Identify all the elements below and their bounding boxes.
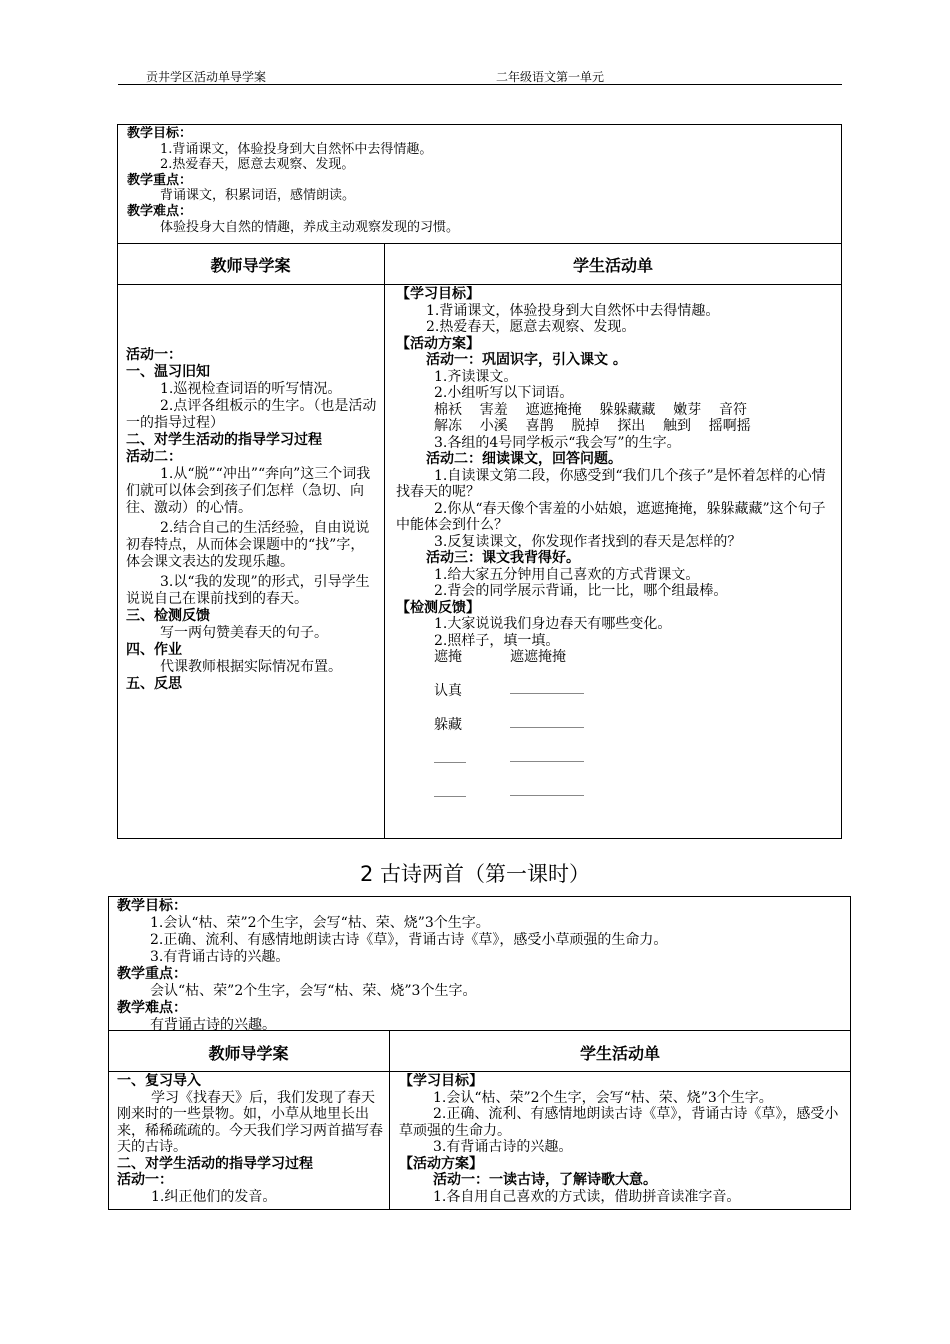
activity-title: 活动一：一读古诗，了解诗歌大意。	[433, 1172, 657, 1188]
fill-in-exercise	[396, 649, 837, 802]
activity-step: 3.各组的4号同学板示“我会写”的生字。	[434, 434, 681, 451]
teacher-step: 写一两句赞美春天的句子。	[160, 625, 328, 641]
example-word: 遮掩	[434, 649, 462, 665]
key-text: 背诵课文，积累词语，感情朗读。	[160, 188, 356, 204]
difficulty-label: 教学难点：	[117, 1000, 187, 1016]
activity-label: 活动二：	[126, 449, 182, 465]
plan-label: 【活动方案】	[396, 335, 480, 352]
objective-item: 3.有背诵古诗的兴趣。	[150, 949, 290, 965]
answer-blank[interactable]	[434, 752, 466, 763]
teacher-step: 学习《找春天》后，我们发现了春天刚来时的一些景物。如，小草从地里长出来，稀稀疏疏的。今天我们学习两首描写春天的古诗。	[117, 1089, 383, 1155]
key-text: 会认“枯、荣”2个生字，会写“枯、荣、烧”3个生字。	[150, 983, 477, 999]
goal-item: 1.会认“枯、荣”2个生字，会写“枯、荣、烧”3个生字。	[433, 1089, 773, 1106]
goal-item: 2.热爱春天，愿意去观察、发现。	[426, 319, 636, 335]
answer-blank[interactable]	[510, 683, 584, 694]
col-teacher-heading: 教师导学案	[210, 256, 291, 275]
lesson1-student-column	[396, 286, 837, 802]
activity-title: 活动三：课文我背得好。	[426, 550, 580, 566]
lesson2-teacher-column	[117, 1073, 384, 1205]
activity-label: 活动一：	[126, 347, 182, 363]
difficulty-text: 有背诵古诗的兴趣。	[150, 1017, 276, 1033]
difficulty-text: 体验投身大自然的情趣，养成主动观察发现的习惯。	[160, 219, 460, 235]
lesson2-title: 2 古诗两首（第一课时）	[359, 862, 591, 886]
difficulty-label: 教学难点：	[127, 203, 193, 219]
teacher-step: 代课教师根据实际情况布置。	[160, 659, 342, 675]
section-heading: 二、对学生活动的指导学习过程	[126, 432, 322, 448]
goal-item: 2.正确、流利、有感情地朗读古诗《草》，背诵古诗《草》，感受小草顽强的生命力。	[399, 1106, 839, 1139]
lesson1-teacher-column	[126, 347, 378, 693]
header-rule	[118, 84, 842, 85]
header-left: 贡井学区活动单导学案	[146, 70, 267, 84]
lesson1-divider-mid	[117, 284, 842, 285]
objective-item: 2.热爱春天，愿意去观察、发现。	[160, 157, 355, 173]
goal-item: 3.有背诵古诗的兴趣。	[433, 1139, 573, 1155]
check-item: 2.照样子，填一填。	[434, 632, 560, 649]
section-heading: 四、作业	[126, 642, 182, 658]
exercise-word: 躲藏	[434, 717, 462, 733]
example-answer: 遮遮掩掩	[510, 649, 566, 665]
key-label: 教学重点：	[117, 966, 187, 982]
section-heading: 三、检测反馈	[126, 608, 210, 624]
teacher-step: 3.以“我的发现”的形式，引导学生说说自己在课前找到的春天。	[126, 574, 370, 607]
teacher-step: 2.点评各组板示的生字。（也是活动一的指导过程）	[126, 398, 377, 431]
word-list: 棉袄 害羞 遮遮掩掩 躲躲藏藏 嫩芽 音符	[434, 401, 748, 418]
activity-step: 2.小组听写以下词语。	[434, 385, 574, 401]
col-student-heading: 学生活动单	[572, 256, 653, 275]
objective-item: 2.正确、流利、有感情地朗读古诗《草》，背诵古诗《草》，感受小草顽强的生命力。	[150, 932, 668, 948]
lesson2-objectives-block	[117, 898, 847, 1034]
lesson1-objectives-block	[127, 126, 837, 235]
activity-label: 活动一：	[117, 1172, 173, 1188]
word-list: 解冻 小溪 喜鹊 脱掉 探出 触到 摇啊摇	[434, 418, 751, 434]
col-student-heading: 学生活动单	[579, 1044, 660, 1063]
exercise-word: 认真	[434, 683, 462, 699]
activity-title: 活动二：细读课文，回答问题。	[426, 451, 622, 467]
activity-step: 1.齐读课文。	[434, 368, 518, 385]
teacher-step: 1.纠正他们的发音。	[151, 1188, 277, 1205]
activity-step: 3.反复读课文，你发现作者找到的春天是怎样的？	[434, 533, 742, 550]
teacher-step: 2.结合自己的生活经验，自由说说初春特点，从而体会课题中的“找”字，体会课文表达的发现乐趣。	[126, 520, 370, 570]
activity-step: 1.各自用自己喜欢的方式读，借助拼音读准字音。	[433, 1188, 741, 1205]
answer-blank[interactable]	[510, 751, 584, 762]
activity-step: 2.背会的同学展示背诵，比一比，哪个组最棒。	[434, 583, 728, 599]
answer-blank[interactable]	[510, 785, 584, 796]
objective-item: 1.背诵课文，体验投身到大自然怀中去得情趣。	[160, 141, 433, 157]
activity-step: 1.给大家五分钟用自己喜欢的方式背课文。	[434, 566, 700, 583]
activity-step: 2.你从“春天像个害羞的小姑娘，遮遮掩掩，躲躲藏藏”这个句子中能体会到什么？	[396, 500, 826, 533]
objectives-label: 教学目标：	[117, 898, 187, 914]
answer-blank[interactable]	[434, 786, 466, 797]
plan-label: 【活动方案】	[399, 1155, 483, 1172]
teacher-step: 1.从“脱”“冲出”“奔向”这三个词我们就可以体会到孩子们怎样（急切、向往、激动）的心情。	[126, 466, 371, 516]
col-teacher-heading: 教师导学案	[208, 1044, 289, 1063]
check-item: 1.大家说说我们身边春天有哪些变化。	[434, 616, 672, 632]
header-right: 二年级语文第一单元	[496, 70, 605, 84]
activity-title: 活动一：巩固识字，引入课文 。	[426, 352, 627, 368]
objectives-label: 教学目标：	[127, 126, 193, 141]
section-heading: 五、反思	[126, 676, 182, 692]
goal-label: 【学习目标】	[399, 1073, 483, 1089]
check-label: 【检测反馈】	[396, 599, 480, 616]
answer-blank[interactable]	[510, 717, 584, 728]
section-heading: 一、复习导入	[117, 1073, 201, 1089]
lesson1-divider-top	[117, 243, 842, 244]
lesson2-divider-mid	[108, 1071, 851, 1072]
section-heading: 二、对学生活动的指导学习过程	[117, 1155, 313, 1172]
goal-item: 1.背诵课文，体验投身到大自然怀中去得情趣。	[426, 302, 720, 319]
lesson2-student-column	[399, 1073, 845, 1205]
activity-step: 1.自读课文第二段，你感受到“我们几个孩子”是怀着怎样的心情找春天的呢？	[396, 467, 826, 500]
lesson1-col-divider	[384, 243, 385, 839]
key-label: 教学重点：	[127, 172, 193, 188]
section-heading: 一、温习旧知	[126, 364, 210, 380]
goal-label: 【学习目标】	[396, 286, 480, 302]
objective-item: 1.会认“枯、荣”2个生字，会写“枯、荣、烧”3个生字。	[150, 915, 490, 931]
teacher-step: 1.巡视检查词语的听写情况。	[160, 381, 342, 397]
